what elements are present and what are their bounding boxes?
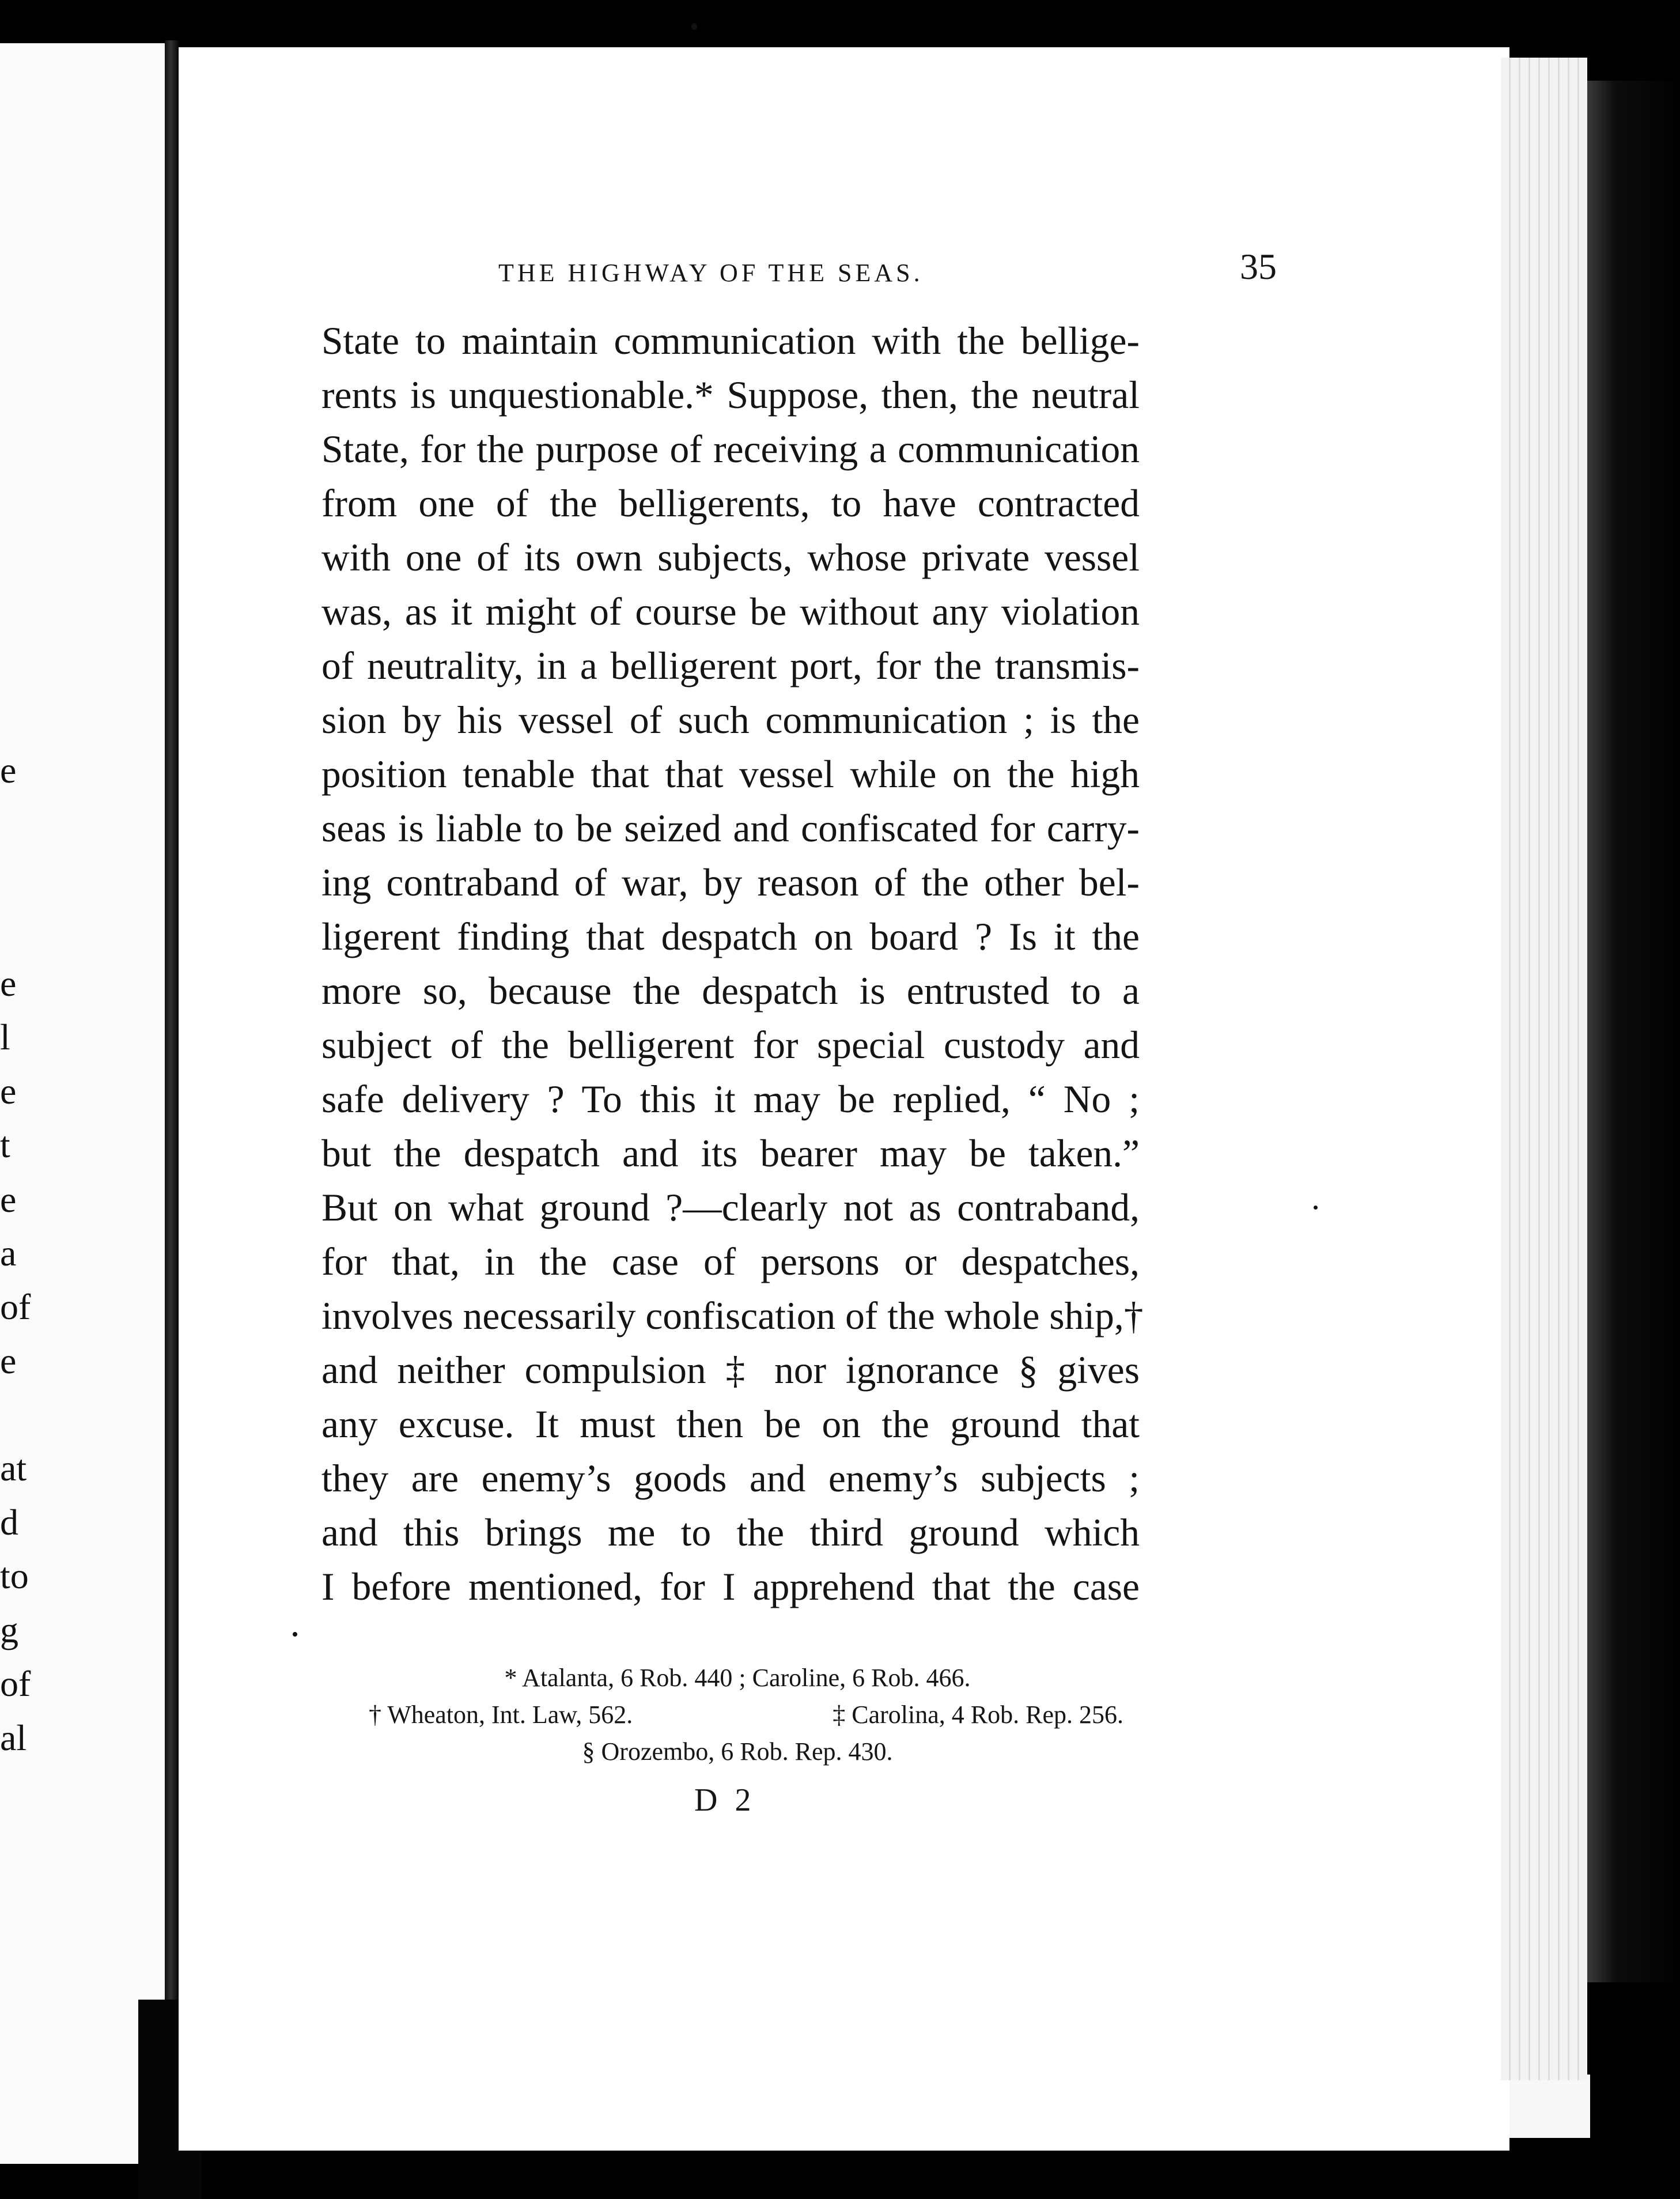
body-line: State, for the purpose of receiving a communication (321, 428, 1140, 471)
footnote: * Atalanta, 6 Rob. 440 ; Caroline, 6 Rob. 466. (504, 1664, 971, 1692)
page-number: 35 (1240, 246, 1277, 287)
left-fragment: to (0, 1555, 29, 1596)
body-line: was, as it might of course be without any violation (321, 590, 1140, 633)
speck (1314, 1206, 1318, 1210)
signature-mark: D 2 (694, 1782, 756, 1818)
body-line: sion by his vessel of such communication ; is the (321, 698, 1140, 742)
left-fragment: a (0, 1233, 17, 1274)
left-fragment: e (0, 1340, 17, 1381)
left-fragment: e (0, 1179, 17, 1220)
body-line: rents is unquestionable.* Suppose, then, the neutral (321, 373, 1140, 417)
body-line: but the despatch and its bearer may be taken.” (321, 1132, 1140, 1175)
left-fragment: al (0, 1717, 27, 1758)
body-line: any excuse. It must then be on the ground that (321, 1403, 1140, 1446)
speck (691, 23, 697, 30)
left-fragment: e (0, 963, 17, 1004)
body-line: But on what ground ?—clearly not as contraband, (321, 1186, 1140, 1229)
body-line: involves necessarily confiscation of the whole ship,† (321, 1294, 1144, 1337)
book-gutter (165, 40, 180, 2184)
body-line: subject of the belligerent for special custody and (321, 1023, 1140, 1067)
left-fragment: d (0, 1502, 18, 1543)
left-page-edge (0, 43, 167, 2164)
left-fragment: e (0, 750, 17, 791)
body-line: ing contraband of war, by reason of the other bel- (321, 861, 1140, 904)
body-line: I before mentioned, for I apprehend that the case (321, 1565, 1140, 1608)
left-fragment: at (0, 1448, 27, 1488)
body-line: from one of the belligerents, to have contracted (321, 482, 1140, 525)
left-fragment: l (0, 1017, 10, 1057)
body-line: safe delivery ? To this it may be replied, “ No ; (321, 1078, 1140, 1121)
footnotes (346, 1660, 1129, 1770)
body-line: ligerent finding that despatch on board ? Is it the (321, 915, 1140, 958)
footnote: ‡ Carolina, 4 Rob. Rep. 256. (833, 1701, 1123, 1729)
footnote: § Orozembo, 6 Rob. Rep. 430. (582, 1737, 893, 1766)
body-line: position tenable that that vessel while on the high (321, 753, 1140, 796)
body-text (321, 314, 1144, 1614)
left-fragment: t (0, 1124, 10, 1165)
body-line: seas is liable to be seized and confiscated for carry- (321, 807, 1140, 850)
footnote-row (346, 1697, 1129, 1733)
body-line: of neutrality, in a belligerent port, for the transmis- (321, 644, 1140, 687)
running-head: THE HIGHWAY OF THE SEAS. (498, 259, 924, 287)
speck (293, 1632, 297, 1637)
body-line: and neither compulsion ‡ nor ignorance § gives (321, 1348, 1140, 1392)
footnote: † Wheaton, Int. Law, 562. (369, 1701, 633, 1729)
body-line: State to maintain communication with the bellige- (321, 319, 1140, 362)
body-line: for that, in the case of persons or despatches, (321, 1240, 1140, 1283)
scan-background-right (1587, 81, 1680, 1982)
left-fragment: e (0, 1071, 17, 1112)
body-line: and this brings me to the third ground which (321, 1511, 1140, 1554)
left-fragment: of (0, 1663, 31, 1704)
left-fragment: g (0, 1609, 18, 1650)
body-line: more so, because the despatch is entrusted to a (321, 969, 1140, 1012)
left-fragment: of (0, 1286, 31, 1327)
stacked-page-edges (1501, 58, 1587, 2080)
body-line: they are enemy’s goods and enemy’s subjects ; (321, 1457, 1140, 1500)
body-line: with one of its own subjects, whose private vessel (321, 536, 1140, 579)
